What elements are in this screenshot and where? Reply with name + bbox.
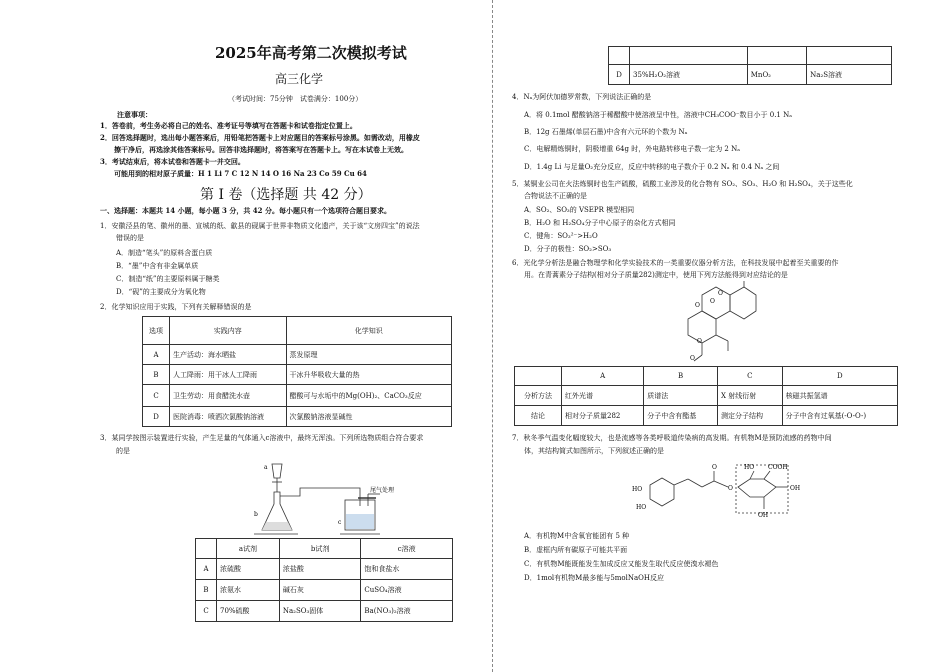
- q1-stem: 1．安徽泾县的笔、徽州的墨、宣城的纸、歙县的砚属于世界非物质文化遗产，关于该“文房四宝”的说法: [100, 222, 420, 230]
- section-intro: 一、选择题：本题共 14 小题，每小题 3 分，共 42 分。每小题只有一个选项符合题目要求。: [100, 206, 391, 215]
- label-tail-gas: 尾气处理: [370, 487, 395, 494]
- svg-text:O: O: [690, 355, 695, 362]
- q4-stem: 4．Nₐ为阿伏加德罗常数，下列说法正确的是: [512, 93, 652, 101]
- q3-stem-cont: 的是: [116, 447, 130, 455]
- q2-table: [142, 316, 452, 427]
- q3-table-continued: [608, 46, 892, 85]
- q2-header-knowledge: 化学知识: [286, 317, 452, 345]
- q5-option-a: A．SO₂、SO₃的 VSEPR 模型相同: [524, 206, 635, 214]
- table-row: [609, 47, 892, 65]
- label-cooh: COOH: [768, 464, 788, 471]
- table-cell: 卫生劳动：用食醋洗水壶: [170, 385, 287, 407]
- q7-option-d: D．1mol有机物M最多能与5molNaOH反应: [524, 574, 665, 582]
- table-cell: [515, 367, 562, 386]
- table-row: [143, 407, 452, 427]
- q4-option-d: D．1.4g Li 与足量O₂充分反应，反应中转移的电子数介于 0.2 Nₐ 和 0.4 Nₐ 之间: [524, 163, 780, 171]
- table-cell: CuSO₄溶液: [361, 580, 453, 601]
- q5-option-d: D．分子的极性：SO₂>SO₃: [524, 245, 612, 253]
- table-cell: a试剂: [217, 539, 280, 559]
- table-row: [196, 559, 453, 580]
- table-cell: 碱石灰: [279, 580, 361, 601]
- notes-heading: 注意事项：: [117, 110, 152, 119]
- table-cell: 核磁共振氢谱: [782, 386, 897, 406]
- q1-option-d: D．“砚”的主要成分为氧化物: [116, 288, 206, 296]
- table-cell: A: [143, 345, 170, 365]
- table-cell: 红外光谱: [562, 386, 644, 406]
- table-row: [196, 601, 453, 622]
- label-ho-2: HO: [636, 504, 647, 511]
- svg-text:O: O: [710, 298, 715, 305]
- table-cell: 生产活动：海水晒盐: [170, 345, 287, 365]
- table-cell: 35%H₂O₂溶液: [630, 65, 748, 85]
- table-cell: 70%硫酸: [217, 601, 280, 622]
- label-oh-2: OH: [790, 485, 801, 492]
- section-title: 第 I 卷（选择题 共 42 分）: [200, 187, 372, 203]
- q2-header-practice: 实践内容: [170, 317, 287, 345]
- q6-stem: 6．光化学分析法是融合物理学和化学实验技术的一类重要仪器分析方法，在科技发展中起着至关重要的作: [512, 259, 839, 267]
- table-cell: 结论: [515, 406, 562, 426]
- table-cell: C: [196, 601, 217, 622]
- atomic-masses: 可能用到的相对原子质量：H 1 Li 7 C 12 N 14 O 16 Na 23 Co 59 Cu 64: [114, 169, 367, 178]
- svg-text:O: O: [697, 338, 702, 345]
- table-row: [196, 580, 453, 601]
- table-row: [196, 539, 453, 559]
- table-row: [143, 385, 452, 407]
- svg-text:O: O: [718, 290, 723, 297]
- table-cell: 干冰升华吸收大量的热: [286, 365, 452, 385]
- table-cell: 饱和食盐水: [361, 559, 453, 580]
- table-cell: Ba(NO₃)₂溶液: [361, 601, 453, 622]
- q1-option-b: B．“墨”中含有非金属单质: [116, 262, 199, 270]
- q5-option-b: B．H₂O 和 H₂SO₄分子中心原子的杂化方式相同: [524, 219, 676, 227]
- artemisinin-structure: [680, 281, 760, 363]
- label-c: c: [338, 519, 342, 526]
- label-oh-1: OH: [758, 512, 769, 519]
- exam-subject: 高三化学: [275, 72, 324, 86]
- q3-table: [195, 538, 453, 622]
- exam-title: 2025年高考第二次模拟考试: [215, 44, 407, 62]
- table-cell: b试剂: [279, 539, 361, 559]
- table-cell: C: [143, 385, 170, 407]
- q7-option-c: C．有机物M能既能发生加成反应又能发生取代反应使溴水褪色: [524, 560, 719, 568]
- q7-stem-cont: 体，其结构简式如图所示，下列叙述正确的是: [524, 447, 664, 455]
- table-cell: D: [782, 367, 897, 386]
- table-cell: B: [644, 367, 718, 386]
- column-divider: [492, 0, 493, 672]
- q1-stem-cont: 错误的是: [116, 234, 144, 242]
- q6-stem-cont: 用。在青蒿素分子结构(相对分子质量282)测定中，使用下列方法能得到对应结论的是: [524, 271, 788, 279]
- table-cell: Na₂SO₃固体: [279, 601, 361, 622]
- table-cell: 次氯酸钠溶液显碱性: [286, 407, 452, 427]
- table-cell: MnO₂: [747, 65, 806, 85]
- table-cell: 相对分子质量282: [562, 406, 644, 426]
- q2-stem: 2．化学知识应用于实践，下列有关解释错误的是: [100, 303, 252, 311]
- table-cell: D: [143, 407, 170, 427]
- table-cell: 医院消毒：喷洒次氯酸钠溶液: [170, 407, 287, 427]
- gas-apparatus-diagram: [250, 458, 400, 538]
- q3-stem: 3．某同学按图示装置进行实验，产生足量的气体通入c溶液中，最终无浑浊。下列所选物质组合符合要求: [100, 434, 424, 442]
- q2-header-option: 选项: [143, 317, 170, 345]
- left-column: [100, 0, 460, 672]
- table-row: [515, 406, 898, 426]
- table-cell: c溶液: [361, 539, 453, 559]
- table-cell: 人工降雨：用干冰人工降雨: [170, 365, 287, 385]
- table-cell: 分子中含有酯基: [644, 406, 718, 426]
- svg-text:O: O: [695, 302, 700, 309]
- molecule-m-structure: [630, 457, 815, 529]
- table-cell: D: [609, 65, 630, 85]
- table-cell: 质谱法: [644, 386, 718, 406]
- table-row: [143, 365, 452, 385]
- table-cell: A: [562, 367, 644, 386]
- note-2: 2．回答选择题时，选出每小题答案后，用铅笔把答题卡上对应题目的答案标号涂黑。如需改动，用橡皮: [100, 133, 420, 142]
- table-cell: B: [196, 580, 217, 601]
- note-2-cont: 擦干净后，再选涂其他答案标号。回答非选择题时，将答案写在答题卡上。写在本试卷上无效。: [114, 145, 408, 154]
- q1-option-a: A．制造“笔头”的原料含蛋白质: [116, 249, 213, 257]
- note-3: 3．考试结束后，将本试卷和答题卡一并交回。: [100, 157, 245, 166]
- table-cell: 醋酸可与水垢中的Mg(OH)₂、CaCO₃反应: [286, 385, 452, 407]
- table-row: [143, 345, 452, 365]
- label-a: a: [264, 464, 268, 471]
- table-cell: 分析方法: [515, 386, 562, 406]
- table-cell: [196, 539, 217, 559]
- table-cell: C: [718, 367, 783, 386]
- right-column: [512, 0, 912, 672]
- note-1: 1．答卷前，考生务必将自己的姓名、准考证号等填写在答题卡和试卷指定位置上。: [100, 121, 357, 130]
- label-o-carbonyl: O: [712, 464, 717, 471]
- table-cell: 蒸发原理: [286, 345, 452, 365]
- q4-option-c: C．电解精炼铜时，阴极增重 64g 时，外电路转移电子数一定为 2 Nₐ: [524, 145, 740, 153]
- q4-option-b: B．12g 石墨烯(单层石墨)中含有六元环的个数为 Nₐ: [524, 128, 688, 136]
- table-cell: A: [196, 559, 217, 580]
- label-ho-3: HO: [744, 464, 755, 471]
- q5-stem: 5．某铜业公司在火法炼铜时也生产硫酸，硫酸工业涉及的化合物有 SO₂、SO₃、H₂O 和 H₂SO₄，关于这些化: [512, 180, 853, 188]
- table-row: [609, 65, 892, 85]
- table-cell: X 射线衍射: [718, 386, 783, 406]
- table-cell: B: [143, 365, 170, 385]
- table-cell: 浓硫酸: [217, 559, 280, 580]
- exam-info: （考试时间：75分钟 试卷满分：100分）: [228, 95, 363, 103]
- label-o-ester: O: [728, 485, 733, 492]
- q6-table: [514, 366, 898, 426]
- q1-option-c: C．制造“纸”的主要原料属于糖类: [116, 275, 220, 283]
- q5-stem-cont: 合物说法不正确的是: [524, 192, 587, 200]
- q7-stem: 7．秋冬季气温变化幅度较大，也是流感等各类呼吸道传染病的高发期。有机物M是预防流感的药物中间: [512, 434, 832, 442]
- table-cell: Na₂S溶液: [807, 65, 892, 85]
- table-cell: 测定分子结构: [718, 406, 783, 426]
- table-row: [515, 386, 898, 406]
- q7-option-a: A．有机物M中含氧官能团有 5 种: [524, 532, 630, 540]
- q7-option-b: B．虚框内所有碳原子可能共平面: [524, 546, 628, 554]
- table-cell: 浓氨水: [217, 580, 280, 601]
- table-cell: 分子中含有过氧基(-O-O-): [782, 406, 897, 426]
- table-cell: 浓盐酸: [279, 559, 361, 580]
- q4-option-a: A．将 0.1mol 醋酸钠溶于稀醋酸中使溶液呈中性，溶液中CH₃COO⁻数目小于 0.1 Nₐ: [524, 111, 792, 119]
- label-b: b: [254, 511, 258, 518]
- q5-option-c: C．键角：SO₃²⁻>H₂O: [524, 232, 598, 240]
- table-row: [515, 367, 898, 386]
- label-ho-1: HO: [632, 486, 643, 493]
